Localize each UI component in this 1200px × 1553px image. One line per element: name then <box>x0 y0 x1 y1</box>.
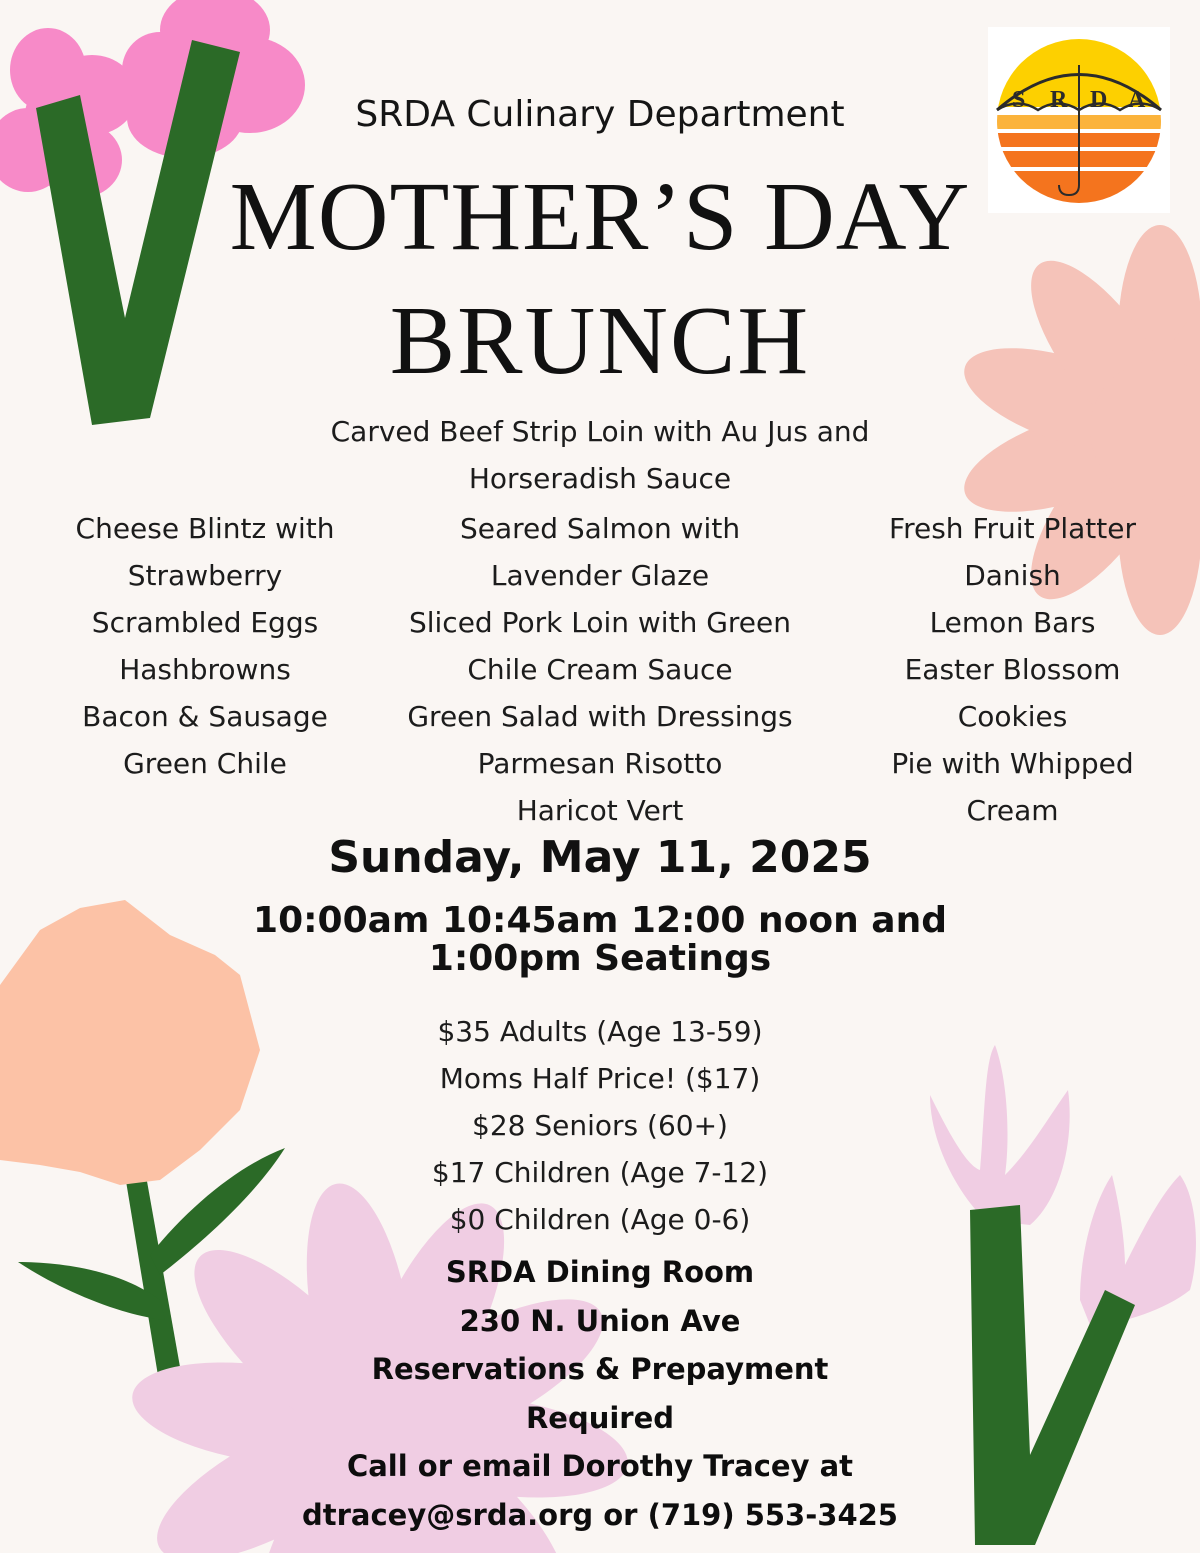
menu-item: Pie with Whipped <box>891 747 1134 780</box>
menu-item: Cream <box>966 794 1059 827</box>
price-item: $0 Children (Age 0-6) <box>449 1203 751 1236</box>
menu-item: Bacon & Sausage <box>82 700 328 733</box>
menu-item: Lavender Glaze <box>490 559 710 592</box>
menu-item: Seared Salmon with <box>459 512 741 545</box>
menu-item: Hashbrowns <box>119 653 291 686</box>
featured-menu-line: Carved Beef Strip Loin with Au Jus and <box>330 415 870 448</box>
menu-item: Lemon Bars <box>929 606 1096 639</box>
menu-item: Sliced Pork Loin with Green <box>408 606 792 639</box>
logo-letter: R <box>1050 87 1068 113</box>
menu-item: Scrambled Eggs <box>91 606 319 639</box>
menu-item: Strawberry <box>127 559 283 592</box>
price-item: $35 Adults (Age 13-59) <box>437 1015 763 1048</box>
menu-item: Danish <box>964 559 1061 592</box>
menu-item: Haricot Vert <box>516 794 684 827</box>
location-contact <box>0 1248 1200 1539</box>
price-list <box>0 1008 1200 1243</box>
event-title-line1: MOTHER’S DAY <box>229 163 971 271</box>
featured-menu-line: Horseradish Sauce <box>468 462 732 495</box>
menu-item: Chile Cream Sauce <box>467 653 733 686</box>
menu-column-middle <box>375 505 825 834</box>
contact-line: Call or email Dorothy Tracey at <box>346 1449 854 1483</box>
menu-item: Green Salad with Dressings <box>407 700 793 733</box>
event-title-line2: BRUNCH <box>389 287 811 395</box>
featured-menu-item <box>0 408 1200 502</box>
venue-address: 230 N. Union Ave <box>459 1303 741 1338</box>
reservation-note: Reservations & Prepayment <box>371 1352 829 1386</box>
seating-times-line: 1:00pm Seatings <box>428 938 772 979</box>
menu-item: Easter Blossom <box>904 653 1121 686</box>
menu-column-right <box>850 505 1175 834</box>
department-name: SRDA Culinary Department <box>355 94 845 135</box>
seating-times-line: 10:00am 10:45am 12:00 noon and <box>253 900 947 941</box>
price-item: $17 Children (Age 7-12) <box>431 1156 769 1189</box>
menu-item: Cheese Blintz with <box>75 512 335 545</box>
reservation-note: Required <box>525 1400 675 1435</box>
menu-item: Cookies <box>957 700 1068 733</box>
logo-letter: S <box>1012 87 1026 113</box>
logo-letter: A <box>1128 87 1146 113</box>
menu-column-left <box>30 505 380 787</box>
venue-name: SRDA Dining Room <box>445 1255 755 1289</box>
menu-item: Fresh Fruit Platter <box>889 512 1136 545</box>
price-item: Moms Half Price! ($17) <box>439 1062 761 1095</box>
contact-details: dtracey@srda.org or (719) 553-3425 <box>302 1497 898 1532</box>
price-item: $28 Seniors (60+) <box>472 1109 728 1142</box>
seating-times <box>0 902 1200 978</box>
menu-item: Parmesan Risotto <box>477 747 723 780</box>
event-date: Sunday, May 11, 2025 <box>328 832 872 883</box>
logo-letter: D <box>1090 87 1108 113</box>
menu-item: Green Chile <box>123 747 287 780</box>
